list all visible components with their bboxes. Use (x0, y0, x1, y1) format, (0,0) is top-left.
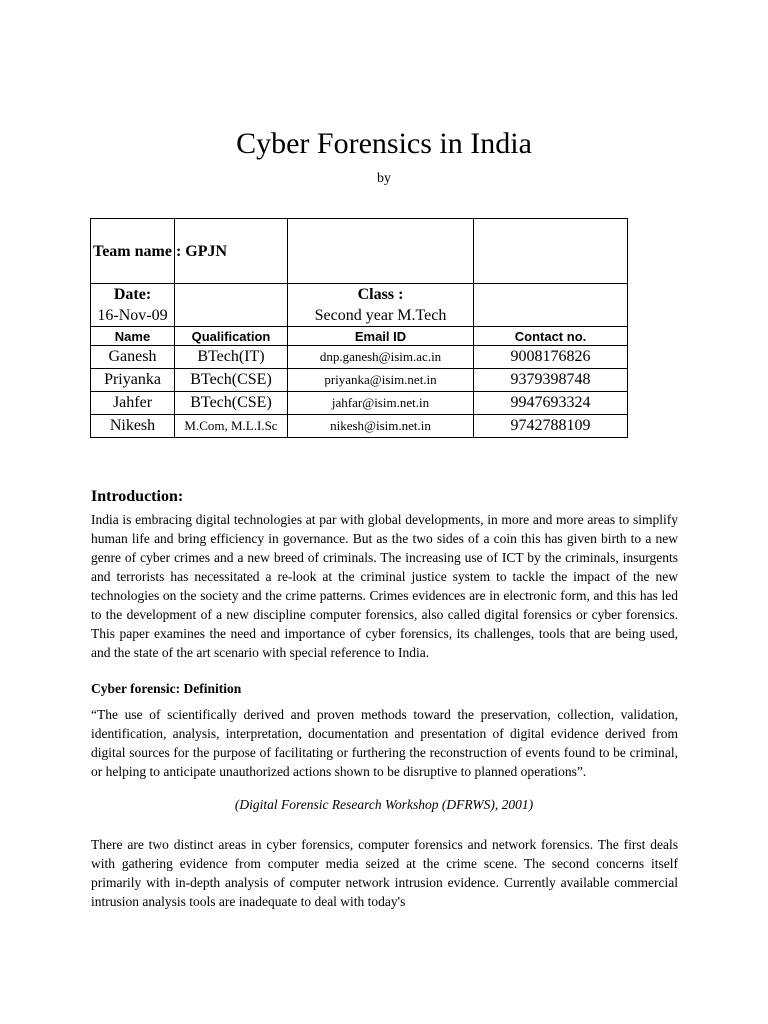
member-name: Jahfer (91, 392, 175, 415)
introduction-paragraph: India is embracing digital technologies at par with global developments, in more and more areas to simplify human life and bring efficiency in governance. But as the two sides of a coin this has given birth to a new genre of cyber crimes and a new breed of criminals. The increasing use of ICT by the criminals, insurgents and terrorists has necessitated a re-look at the criminal justice system to tackle the impact of the new technologies on the society and the crime patterns. Crimes evidences are in electronic form, and this has led to the development of a new discipline computer forensics, also called digital forensics or cyber forensics. This paper examines the need and importance of cyber forensics, its challenges, tools that are being used, and the state of the art scenario with special reference to India. (91, 512, 678, 660)
class-label: Class : (357, 286, 404, 303)
team-row (91, 219, 628, 284)
forensic-areas-paragraph: There are two distinct areas in cyber forensics, computer forensics and network forensics. The first deals with gathering evidence from computer media seized at the crime scene. The second concerns itself primarily with in-depth analysis of computer network intrusion evidence. Currently available commercial intrusion analysis tools are inadequate to deal with today's (91, 837, 678, 909)
member-qualification: M.Com, M.L.I.Sc (175, 415, 288, 438)
empty-cell (474, 219, 628, 284)
class-value: Second year M.Tech (314, 307, 447, 324)
member-name: Ganesh (91, 346, 175, 369)
table-row (91, 346, 628, 369)
member-qualification: BTech(IT) (175, 346, 288, 369)
team-table (90, 218, 628, 438)
document-title: Cyber Forensics in India (236, 127, 532, 160)
table-header-row (91, 327, 628, 346)
table-row (91, 369, 628, 392)
member-email: dnp.ganesh@isim.ac.in (288, 346, 474, 369)
member-contact: 9947693324 (474, 392, 628, 415)
header-contact: Contact no. (474, 327, 628, 346)
table-row (91, 415, 628, 438)
member-email: priyanka@isim.net.in (288, 369, 474, 392)
date-label: Date: (113, 286, 152, 303)
member-contact: 9379398748 (474, 369, 628, 392)
member-qualification: BTech(CSE) (175, 392, 288, 415)
member-name: Nikesh (91, 415, 175, 438)
member-name: Priyanka (91, 369, 175, 392)
empty-cell (474, 284, 628, 327)
member-email: jahfar@isim.net.in (288, 392, 474, 415)
date-cell (91, 284, 175, 327)
introduction-heading: Introduction: (91, 488, 184, 505)
header-email: Email ID (288, 327, 474, 346)
date-row (91, 284, 628, 327)
header-name: Name (91, 327, 175, 346)
team-name-cell: Team name : GPJN (91, 219, 175, 284)
byline: by (377, 171, 391, 186)
date-value: 16-Nov-09 (97, 307, 168, 324)
member-contact: 9742788109 (474, 415, 628, 438)
definition-citation: (Digital Forensic Research Workshop (DFRWS), 2001) (234, 797, 534, 812)
definition-heading: Cyber forensic: Definition (91, 681, 242, 696)
class-cell (288, 284, 474, 327)
header-qualification: Qualification (175, 327, 288, 346)
member-contact: 9008176826 (474, 346, 628, 369)
empty-cell (288, 219, 474, 284)
member-email: nikesh@isim.net.in (288, 415, 474, 438)
definition-quote: “The use of scientifically derived and proven methods toward the preservation, collection, validation, identification, analysis, interpretation, documentation and presentation of digital evidence derived from digital sources for the purpose of facilitating or furthering the reconstruction of events found to be criminal, or helping to anticipate unauthorized actions shown to be disruptive to planned operations”. (91, 707, 678, 779)
member-qualification: BTech(CSE) (175, 369, 288, 392)
table-row (91, 392, 628, 415)
empty-cell (175, 284, 288, 327)
